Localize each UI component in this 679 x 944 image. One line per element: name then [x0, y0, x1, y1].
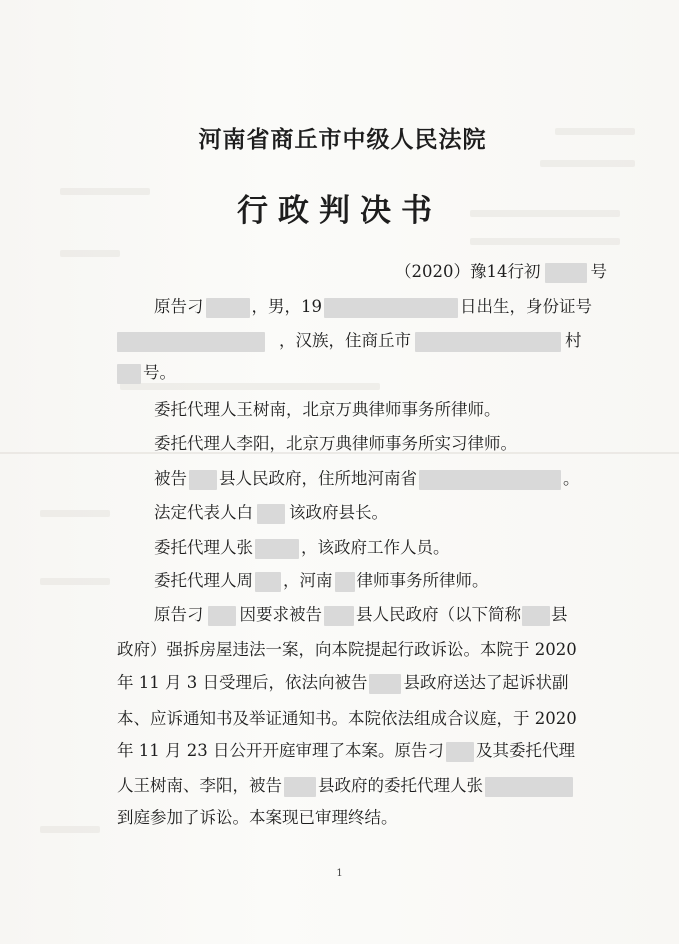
redaction-box [324, 298, 458, 318]
redaction-box [117, 364, 141, 384]
defendant-agent-2 [154, 571, 489, 592]
redaction-box [419, 470, 561, 490]
redaction-box [324, 606, 354, 626]
redaction-box [545, 263, 587, 283]
text-segment: ，该政府工作人员。 [301, 538, 450, 557]
plaintiff-line-2 [117, 331, 582, 352]
text-segment: 因要求被告 [239, 605, 322, 624]
text-segment: ，河南 [283, 571, 333, 590]
redaction-box [369, 674, 401, 694]
redaction-box [255, 572, 281, 592]
case-number-prefix: （2020）豫14行初 [395, 262, 541, 281]
agent-1: 委托代理人王树南，北京万典律师事务所律师。 [154, 400, 501, 419]
plaintiff-line-3 [117, 363, 176, 384]
redaction-box [117, 332, 265, 352]
text-segment: 及其委托代理 [475, 741, 575, 760]
text-segment: 县 [551, 605, 568, 624]
text-segment: 。 [563, 469, 580, 488]
redaction-box [415, 332, 561, 352]
redaction-box [255, 539, 299, 559]
para-line-2: 政府）强拆房屋违法一案，向本院提起行政诉讼。本院于 2020 [117, 640, 577, 659]
defendant-line [154, 469, 580, 490]
para-line-1 [154, 605, 568, 626]
para-line-4: 本、应诉通知书及举证通知书。本院依法组成合议庭，于 2020 [117, 709, 577, 728]
bleed-through [40, 578, 110, 585]
redaction-box [284, 777, 316, 797]
case-number [395, 262, 607, 283]
bleed-through [40, 826, 100, 833]
redaction-box [522, 606, 550, 626]
redaction-box [335, 572, 355, 592]
text-segment: 人王树南、李阳，被告 [117, 776, 282, 795]
court-name: 河南省商丘市中级人民法院 [198, 126, 487, 153]
defendant-agent-1 [154, 538, 450, 559]
text-segment: 日出生，身份证号 [460, 297, 592, 316]
text-segment: 县人民政府（以下简称 [356, 605, 521, 624]
plaintiff-line [154, 297, 592, 318]
text-segment: 委托代理人张 [154, 538, 253, 557]
text-segment: 年 11 月 23 日公开开庭审理了本案。原告刁 [117, 741, 444, 760]
text-segment: 村 [565, 331, 582, 350]
text-segment: 委托代理人周 [154, 571, 253, 590]
redaction-box [485, 777, 573, 797]
bleed-through [470, 238, 620, 245]
bleed-through [540, 160, 635, 167]
text-segment: 原告刁 [154, 605, 204, 624]
text-segment: 法定代表人白 [154, 503, 253, 522]
text-segment: 县人民政府，住所地河南省 [219, 469, 417, 488]
bleed-through [40, 510, 110, 517]
para-line-3 [117, 673, 568, 694]
para-line-6 [117, 776, 575, 797]
agent-2: 委托代理人李阳，北京万典律师事务所实习律师。 [154, 434, 517, 453]
text-segment: 号。 [143, 363, 176, 382]
text-segment: 律师事务所律师。 [356, 571, 489, 590]
text-segment: 原告刁 [154, 297, 204, 316]
text-segment: ，男，19 [251, 297, 322, 316]
text-segment: 年 11 月 3 日受理后，依法向被告 [117, 673, 368, 692]
case-number-suffix: 号 [590, 262, 607, 281]
redaction-box [257, 504, 285, 524]
text-segment: 县政府的委托代理人张 [318, 776, 483, 795]
redaction-box [446, 742, 474, 762]
text-segment: ，汉族，住商丘市 [279, 331, 411, 350]
redaction-box [206, 298, 250, 318]
text-segment: 县政府送达了起诉状副 [403, 673, 569, 692]
legal-rep-line [154, 503, 388, 524]
redaction-box [189, 470, 217, 490]
para-line-5 [117, 741, 575, 762]
bleed-through [60, 250, 120, 257]
text-segment: 该政府县长。 [289, 503, 388, 522]
text-segment: 被告 [154, 469, 187, 488]
redaction-box [208, 606, 236, 626]
document-type-title: 行政判决书 [237, 193, 442, 229]
bleed-through [120, 383, 380, 390]
para-line-7: 到庭参加了诉讼。本案现已审理终结。 [117, 808, 398, 827]
page-number: 1 [336, 868, 343, 879]
